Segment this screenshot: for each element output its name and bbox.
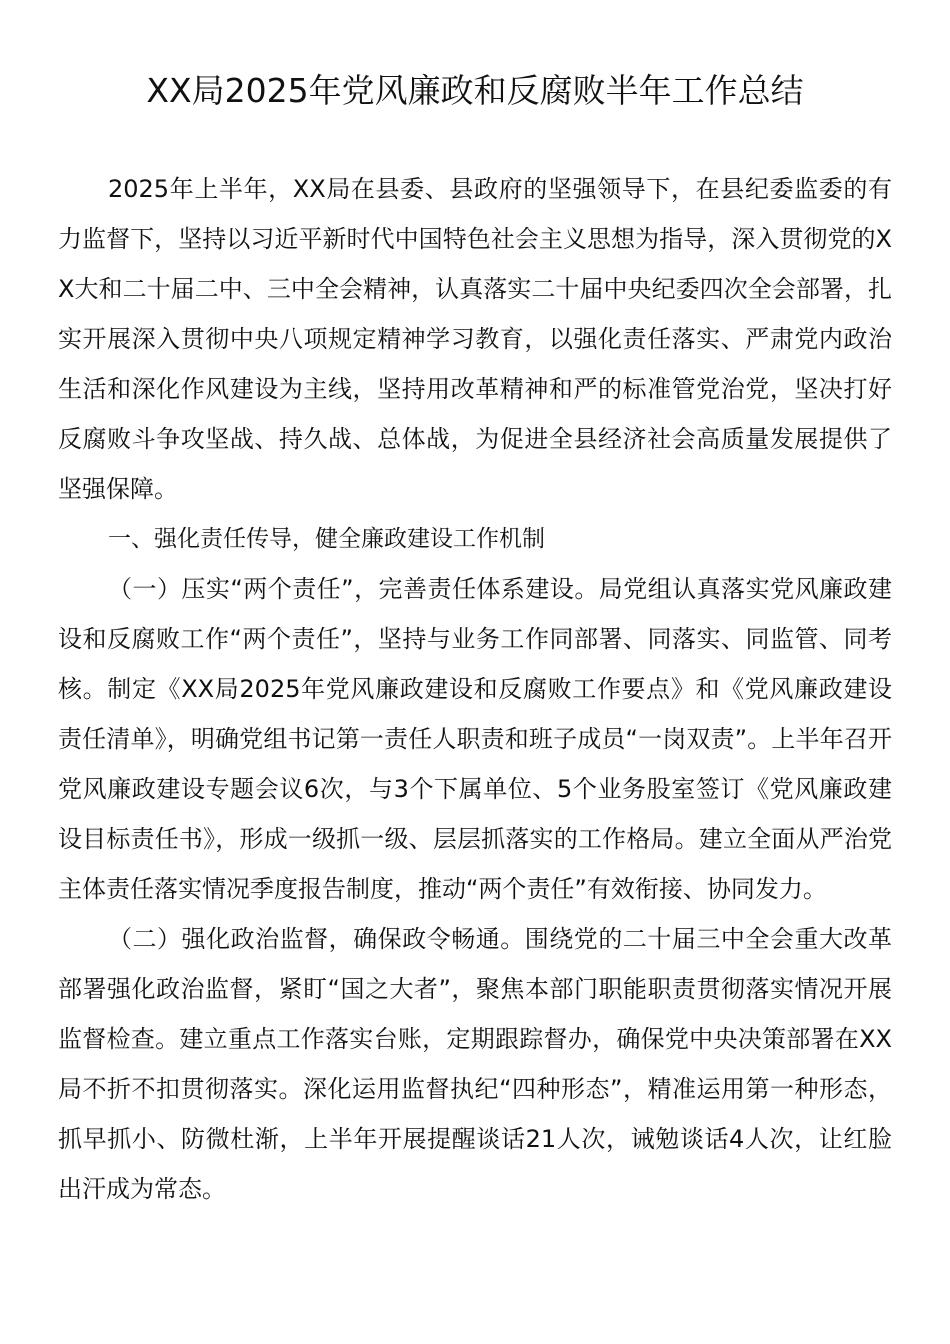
section-1-paragraph-1: （一）压实“两个责任”，完善责任体系建设。局党组认真落实党风廉政建设和反腐败工作“两个责任”，坚持与业务工作同部署、同落实、同监管、同考核。制定《XX局2025年党风廉政建设和反腐败工作要点》和《党风廉政建设责任清单》，明确党组书记第一责任人职责和班子成员“一岗双责”。上半年召开党风廉政建设专题会议6次，与3个下属单位、5个业务股室签订《党风廉政建设目标责任书》，形成一级抓一级、层层抓落实的工作格局。建立全面从严治党主体责任落实情况季度报告制度，推动“两个责任”有效衔接、协同发力。 xyxy=(58,575,892,903)
section-1-heading: 一、强化责任传导，健全廉政建设工作机制 xyxy=(108,526,545,552)
section-1-paragraph-2: （二）强化政治监督，确保政令畅通。围绕党的二十届三中全会重大改革部署强化政治监督，紧盯“国之大者”，聚焦本部门职能职责贯彻落实情况开展监督检查。建立重点工作落实台账，定期跟踪督办，确保党中央决策部署在XX局不折不扣贯彻落实。深化运用监督执纪“四种形态”，精准运用第一种形态，抓早抓小、防微杜渐，上半年开展提醒谈话21人次，诫勉谈话4人次，让红脸出汗成为常态。 xyxy=(58,925,892,1203)
document-title: XX局2025年党风廉政和反腐败半年工作总结 xyxy=(146,71,804,110)
intro-paragraph: 2025年上半年，XX局在县委、县政府的坚强领导下，在县纪委监委的有力监督下，坚持以习近平新时代中国特色社会主义思想为指导，深入贯彻党的XX大和二十届二中、三中全会精神，认真落实二十届中央纪委四次全会部署，扎实开展深入贯彻中央八项规定精神学习教育，以强化责任落实、严肃党内政治生活和深化作风建设为主线，坚持用改革精神和严的标准管党治党，坚决打好反腐败斗争攻坚战、持久战、总体战，为促进全县经济社会高质量发展提供了坚强保障。 xyxy=(58,175,892,503)
document-body xyxy=(58,164,892,1214)
